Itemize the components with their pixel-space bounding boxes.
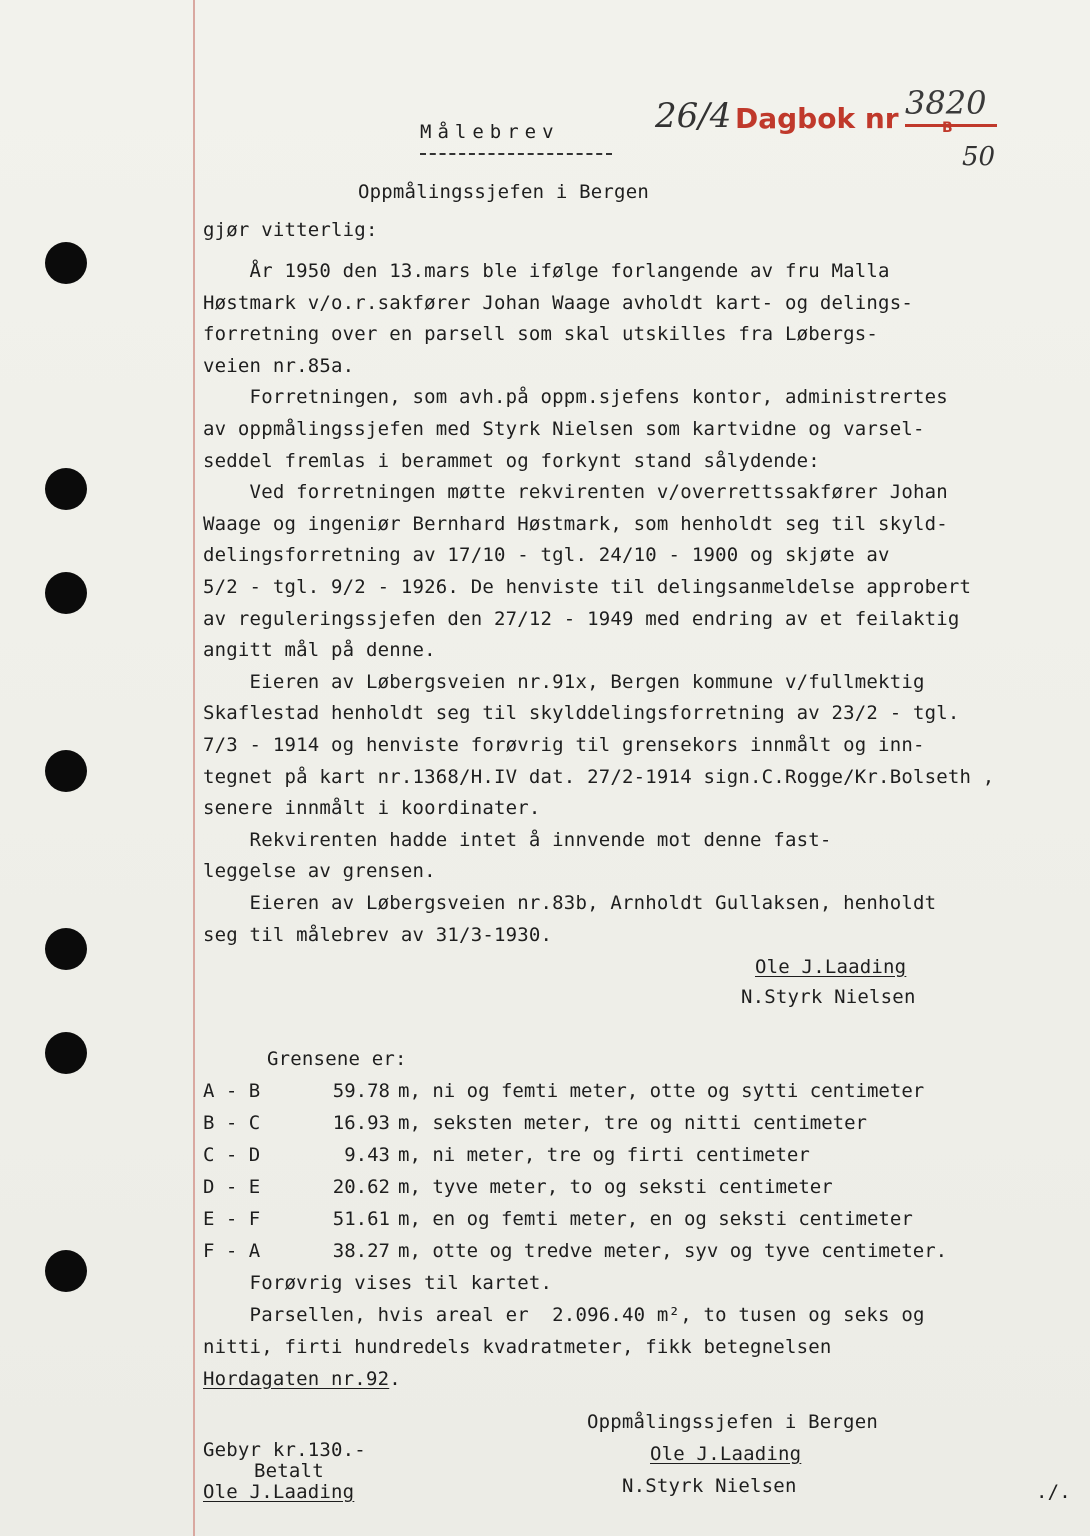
footer-authority: Oppmålingssjefen i Bergen [587, 1411, 878, 1433]
punch-hole [45, 1250, 87, 1292]
body-line: tegnet på kart nr.1368/H.IV dat. 27/2-1914 sign.C.Rogge/Kr.Bolseth , [203, 766, 995, 788]
title-underline [420, 153, 612, 155]
margin-line [193, 0, 195, 1536]
boundary-code: C - D [203, 1144, 261, 1166]
body-line: Eieren av Løbergsveien nr.91x, Bergen kommune v/fullmektig [203, 671, 925, 693]
fee-text: Gebyr kr.130.- [203, 1439, 366, 1461]
body-line: delingsforretning av 17/10 - tgl. 24/10 - 1900 og skjøte av [203, 544, 890, 566]
body-line: av reguleringssjefen den 27/12 - 1949 med endring av et feilaktig [203, 608, 960, 630]
signature-1: Ole J.Laading [755, 956, 907, 978]
body-line: 5/2 - tgl. 9/2 - 1926. De henviste til delingsanmeldelse approbert [203, 576, 972, 598]
body-line: av oppmålingssjefen med Styrk Nielsen som kartvidne og varsel- [203, 418, 925, 440]
body-line: Høstmark v/o.r.sakfører Johan Waage avholdt kart- og delings- [203, 292, 913, 314]
boundary-length: 9.43 [344, 1144, 390, 1166]
body-line: Skaflestad henholdt seg til skylddelingsforretning av 23/2 - tgl. [203, 702, 960, 724]
footer-signature-2: N.Styrk Nielsen [622, 1475, 797, 1497]
intro-text: gjør vitterlig: [203, 219, 378, 241]
page-continuation-mark: ./. [1036, 1481, 1071, 1503]
parcel-name-line [203, 1367, 401, 1391]
paid-by-signature: Ole J.Laading [203, 1481, 355, 1503]
punch-hole [45, 572, 87, 614]
boundary-length: 51.61 [332, 1208, 390, 1230]
boundary-code: B - C [203, 1112, 261, 1134]
signature-2: N.Styrk Nielsen [741, 986, 916, 1008]
stamp-label: Dagbok nr [735, 102, 899, 135]
body-line: 7/3 - 1914 og henviste forøvrig til grensekors innmålt og inn- [203, 734, 925, 756]
punch-hole [45, 1032, 87, 1074]
boundary-length: 38.27 [332, 1240, 390, 1262]
footer-signature-1: Ole J.Laading [650, 1443, 802, 1465]
document-title: Målebrev [420, 121, 560, 143]
body-line: veien nr.85a. [203, 355, 355, 377]
boundary-description: m, otte og tredve meter, syv og tyve centimeter. [398, 1240, 948, 1262]
boundary-description: m, ni meter, tre og firti centimeter [398, 1144, 810, 1166]
parcel-end: . [389, 1368, 401, 1390]
punch-hole [45, 750, 87, 792]
body-line: Waage og ingeniør Bernhard Høstmark, som henholdt seg til skyld- [203, 513, 948, 535]
paid-text: Betalt [254, 1460, 324, 1482]
body-line: seddel fremlas i berammet og forkynt stand sålydende: [203, 450, 820, 472]
parcel-line-1: Parsellen, hvis areal er 2.096.40 m², to tusen og seks og [203, 1304, 925, 1326]
body-line: leggelse av grensen. [203, 860, 436, 882]
stamp-subnote: B [942, 120, 953, 136]
parcel-name: Hordagaten nr.92 [203, 1368, 390, 1390]
boundary-code: A - B [203, 1080, 261, 1102]
body-line: År 1950 den 13.mars ble ifølge forlangende av fru Malla [203, 260, 890, 282]
body-line: Ved forretningen møtte rekvirenten v/overrettssakfører Johan [203, 481, 948, 503]
punch-hole [45, 242, 87, 284]
body-line: angitt mål på denne. [203, 639, 436, 661]
boundary-code: D - E [203, 1176, 261, 1198]
stamp-year: 50 [962, 142, 996, 172]
stamp-number: 3820 [905, 84, 987, 122]
body-line: Eieren av Løbergsveien nr.83b, Arnholdt Gullaksen, henholdt [203, 892, 937, 914]
punch-hole [45, 468, 87, 510]
boundary-code: E - F [203, 1208, 261, 1230]
body-line: Forretningen, som avh.på oppm.sjefens kontor, administrertes [203, 386, 948, 408]
punch-hole [45, 928, 87, 970]
boundary-length: 59.78 [332, 1080, 390, 1102]
boundary-description: m, en og femti meter, en og seksti centimeter [398, 1208, 913, 1230]
body-line: Rekvirenten hadde intet å innvende mot denne fast- [203, 829, 832, 851]
authority-heading: Oppmålingssjefen i Bergen [358, 181, 649, 203]
body-line: senere innmålt i koordinater. [203, 797, 541, 819]
body-line: forretning over en parsell som skal utskilles fra Løbergs- [203, 323, 879, 345]
boundary-length: 16.93 [332, 1112, 390, 1134]
boundary-description: m, tyve meter, to og seksti centimeter [398, 1176, 833, 1198]
body-line: seg til målebrev av 31/3-1930. [203, 924, 553, 946]
boundary-description: m, ni og femti meter, otte og sytti centimeter [398, 1080, 925, 1102]
boundary-description: m, seksten meter, tre og nitti centimeter [398, 1112, 867, 1134]
boundaries-heading: Grensene er: [267, 1048, 407, 1070]
boundary-length: 20.62 [332, 1176, 390, 1198]
stamp-date: 26/4 [655, 96, 732, 136]
parcel-line-2: nitti, firti hundredels kvadratmeter, fikk betegnelsen [203, 1336, 832, 1358]
boundary-code: F - A [203, 1240, 261, 1262]
see-map-text: Forøvrig vises til kartet. [203, 1272, 553, 1294]
